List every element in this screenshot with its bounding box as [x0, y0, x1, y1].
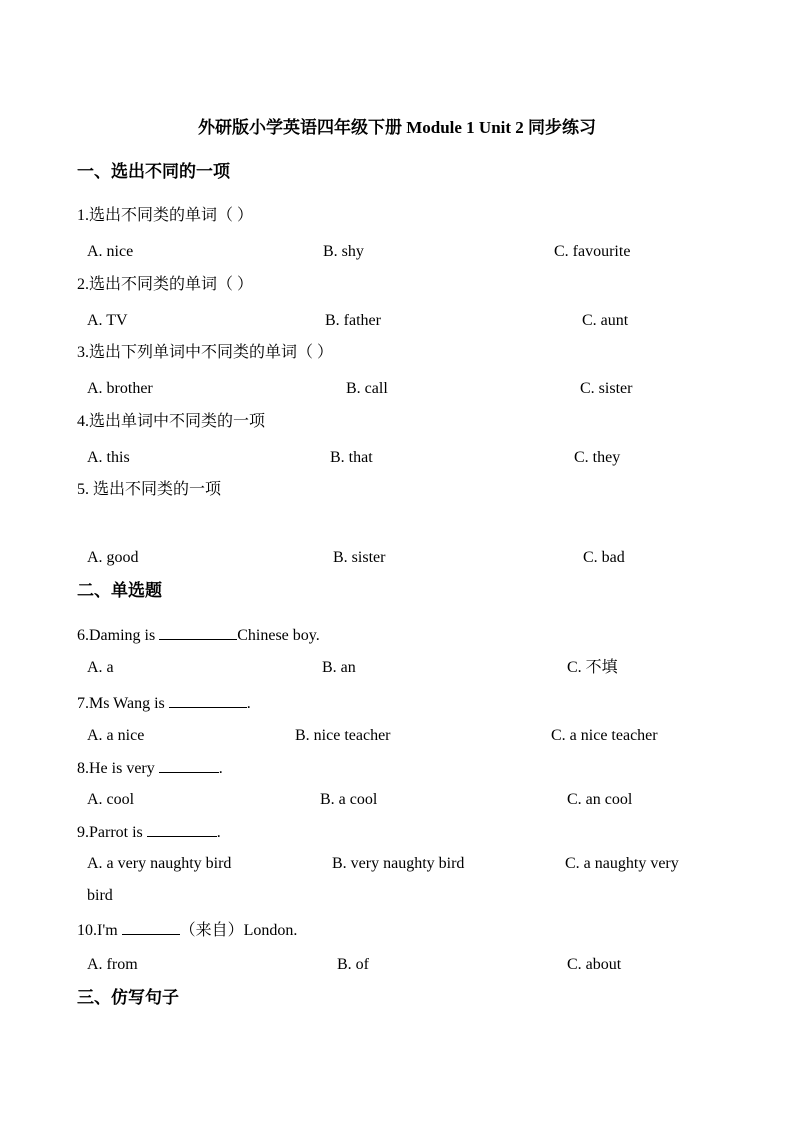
- question-8-end: .: [218, 760, 223, 777]
- answer-blank: [159, 625, 237, 640]
- q1-option-b: B. shy: [323, 243, 364, 260]
- q4-option-b: B. that: [330, 449, 373, 466]
- section-heading-2: 二、单选题: [77, 581, 162, 600]
- q9-option-c-wrap: bird: [87, 887, 113, 904]
- q3-option-a: A. brother: [87, 380, 153, 397]
- question-9-end: .: [216, 824, 221, 841]
- question-10-start: 10.I'm: [77, 922, 122, 939]
- q4-option-c: C. they: [574, 449, 621, 466]
- q8-option-b: B. a cool: [320, 791, 378, 808]
- q7-option-c: C. a nice teacher: [551, 727, 658, 744]
- question-2: 2.选出不同类的单词（ ）: [77, 276, 254, 293]
- q10-option-c: C. about: [567, 956, 622, 973]
- question-7: [77, 693, 251, 714]
- question-4: 4.选出单词中不同类的一项: [77, 413, 266, 430]
- q3-option-b: B. call: [346, 380, 388, 397]
- q5-option-a: A. good: [87, 549, 139, 566]
- section-heading-1: 一、选出不同的一项: [77, 162, 230, 181]
- q2-option-a: A. TV: [87, 312, 128, 329]
- question-8: [77, 758, 223, 779]
- question-8-start: 8.He is very: [77, 760, 159, 777]
- q7-option-b: B. nice teacher: [295, 727, 391, 744]
- section-heading-3: 三、仿写句子: [77, 988, 179, 1007]
- page-title: 外研版小学英语四年级下册 Module 1 Unit 2 同步练习: [197, 118, 597, 137]
- q8-option-c: C. an cool: [567, 791, 633, 808]
- q6-option-b: B. an: [322, 659, 356, 676]
- answer-blank: [159, 758, 219, 773]
- answer-blank: [147, 822, 217, 837]
- question-6: [77, 625, 320, 646]
- question-7-end: .: [246, 695, 251, 712]
- q9-option-a: A. a very naughty bird: [87, 855, 232, 872]
- question-9-start: 9.Parrot is: [77, 824, 147, 841]
- question-9: [77, 822, 221, 843]
- question-6-start: 6.Daming is: [77, 627, 160, 644]
- q9-option-b: B. very naughty bird: [332, 855, 465, 872]
- q5-option-c: C. bad: [583, 549, 625, 566]
- q2-option-b: B. father: [325, 312, 381, 329]
- answer-blank: [122, 920, 180, 935]
- answer-blank: [169, 693, 247, 708]
- q9-option-c: C. a naughty very: [565, 855, 679, 872]
- q1-option-c: C. favourite: [554, 243, 631, 260]
- q2-option-c: C. aunt: [582, 312, 629, 329]
- question-3: 3.选出下列单词中不同类的单词（ ）: [77, 344, 334, 361]
- question-7-start: 7.Ms Wang is: [77, 695, 169, 712]
- question-10-end: （来自）London.: [179, 922, 298, 939]
- q7-option-a: A. a nice: [87, 727, 145, 744]
- q4-option-a: A. this: [87, 449, 130, 466]
- question-6-end: Chinese boy.: [237, 627, 320, 644]
- q3-option-c: C. sister: [580, 380, 633, 397]
- q1-option-a: A. nice: [87, 243, 134, 260]
- q5-option-b: B. sister: [333, 549, 386, 566]
- q6-option-a: A. a: [87, 659, 114, 676]
- question-10: [77, 920, 297, 941]
- q10-option-a: A. from: [87, 956, 138, 973]
- q8-option-a: A. cool: [87, 791, 135, 808]
- q10-option-b: B. of: [337, 956, 369, 973]
- question-5: 5. 选出不同类的一项: [77, 481, 222, 498]
- question-1: 1.选出不同类的单词（ ）: [77, 207, 254, 224]
- q6-option-c: C. 不填: [567, 659, 618, 676]
